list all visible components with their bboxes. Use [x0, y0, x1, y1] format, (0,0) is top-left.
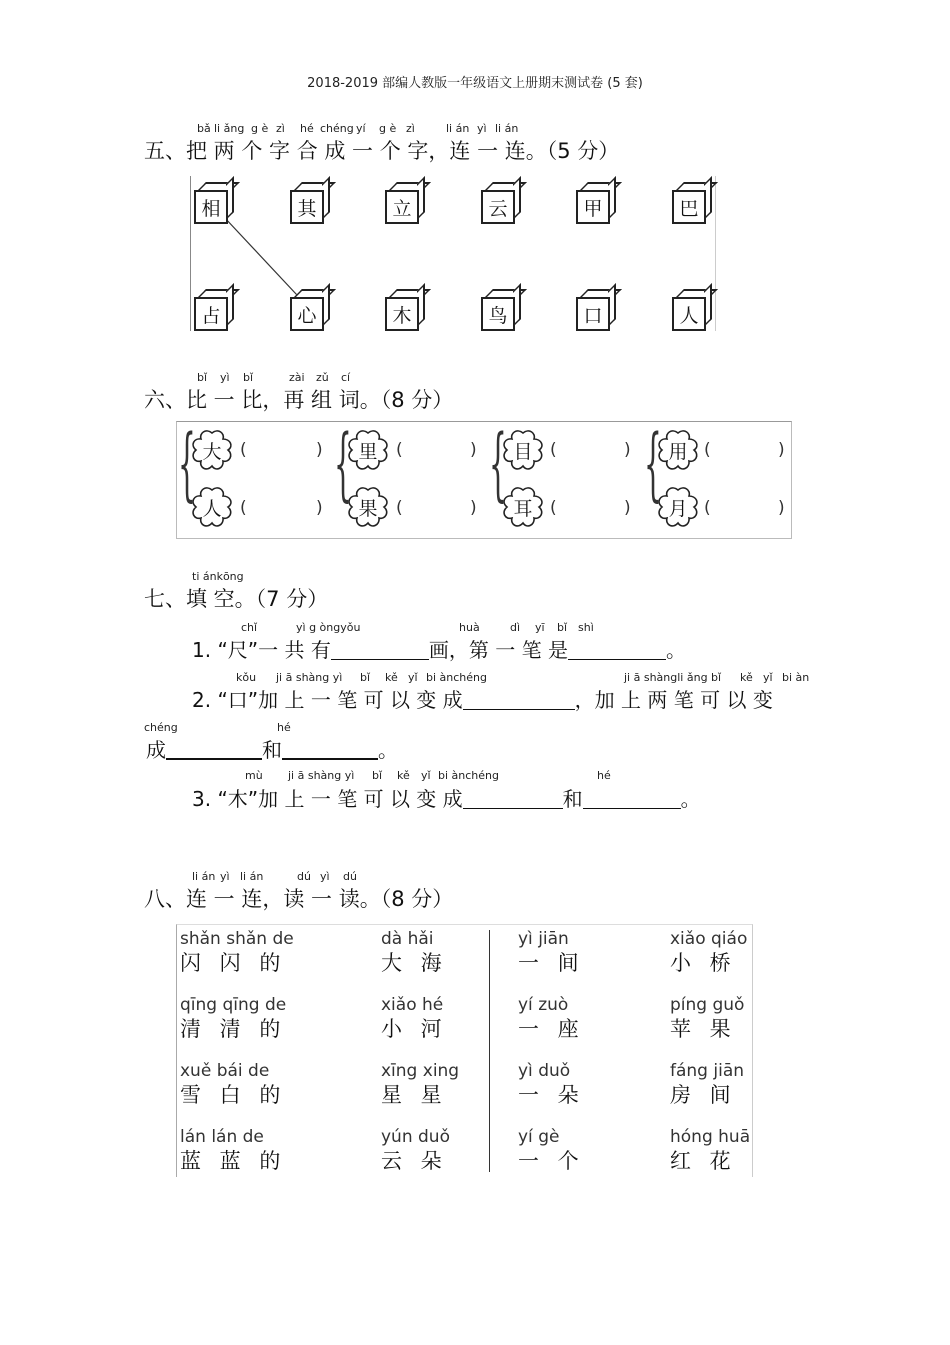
open-paren: (: [704, 498, 711, 518]
pinyin: dú: [343, 870, 357, 883]
brace-icon: {: [644, 417, 662, 510]
char-box[interactable]: 心: [290, 289, 330, 329]
close-paren: ): [778, 440, 785, 460]
page-header: 2018-2019 部编人教版一年级语文上册期末测试卷 (5 套): [307, 76, 643, 91]
pinyin: li án: [446, 122, 470, 135]
word-card[interactable]: lán lán de 蓝 蓝 的: [180, 1127, 287, 1173]
word-card[interactable]: xiǎo qiáo 小 桥: [670, 929, 748, 975]
word-card[interactable]: xiǎo hé 小 河: [381, 995, 448, 1041]
close-paren: ): [624, 440, 631, 460]
section-6-title: 六、比 一 比，再 组 词。（8 分）: [144, 388, 454, 412]
flower-icon: 用: [656, 428, 700, 472]
close-paren: ): [316, 498, 323, 518]
pinyin: hé: [300, 122, 314, 135]
column-divider: [489, 930, 490, 1172]
fill-line-2: 2. “口”加 上 一 笔 可 以 变 成 ，加 上 两 笔 可 以 变: [192, 688, 773, 712]
open-paren: (: [396, 440, 403, 460]
pinyin: zì: [406, 122, 415, 135]
open-paren: (: [240, 498, 247, 518]
pinyin: bǐ: [197, 371, 208, 384]
pinyin: ji ā shàngli ǎng bǐ: [624, 671, 722, 684]
close-paren: ): [624, 498, 631, 518]
pinyin: chǐ: [241, 621, 258, 634]
pinyin: li ǎng: [214, 122, 245, 135]
pinyin: hé: [277, 721, 291, 734]
word-card[interactable]: dà hǎi 大 海: [381, 929, 448, 975]
char-box[interactable]: 占: [194, 289, 234, 329]
flower-icon: 目: [501, 428, 545, 472]
char-box[interactable]: 相: [194, 182, 234, 222]
pinyin: bǐ: [557, 621, 568, 634]
pinyin: zǔ: [316, 371, 329, 384]
answer-blank[interactable]: [166, 738, 262, 760]
flower-icon: 月: [656, 485, 700, 529]
open-paren: (: [550, 440, 557, 460]
char-box[interactable]: 立: [385, 182, 425, 222]
pinyin: chéng: [144, 721, 178, 734]
close-paren: ): [778, 498, 785, 518]
char-box[interactable]: 鸟: [481, 289, 521, 329]
word-card[interactable]: xīng xing 星 星: [381, 1061, 460, 1107]
pinyin: g è: [379, 122, 397, 135]
pinyin: mù: [245, 769, 263, 782]
pinyin: kǒu: [236, 671, 257, 684]
pinyin: cí: [341, 371, 351, 384]
pinyin: li án: [240, 870, 264, 883]
pinyin: yǐ: [763, 671, 773, 684]
word-card[interactable]: yì duǒ 一 朵: [518, 1061, 585, 1107]
answer-blank[interactable]: [331, 639, 429, 660]
pinyin: dú: [297, 870, 311, 883]
word-card[interactable]: fáng jiān 房 间: [670, 1061, 745, 1107]
close-paren: ): [470, 440, 477, 460]
pinyin: dì: [510, 621, 521, 634]
pinyin: zì: [276, 122, 285, 135]
answer-blank[interactable]: [463, 788, 563, 809]
pinyin: g è: [251, 122, 269, 135]
char-box[interactable]: 木: [385, 289, 425, 329]
pinyin: kě: [397, 769, 410, 782]
pinyin: zài: [289, 371, 305, 384]
pinyin: bǐ: [372, 769, 383, 782]
pinyin: kě: [385, 671, 398, 684]
pinyin: yì: [477, 122, 487, 135]
flower-icon: 里: [346, 428, 390, 472]
pinyin: bi ànchéng: [426, 671, 487, 684]
char-box[interactable]: 口: [576, 289, 616, 329]
pinyin: bǎ: [197, 122, 211, 135]
connector-line: [0, 0, 950, 400]
answer-blank[interactable]: [568, 639, 666, 660]
flower-icon: 大: [190, 428, 234, 472]
char-box[interactable]: 人: [672, 289, 712, 329]
answer-blank[interactable]: [282, 738, 378, 760]
pinyin: chéng: [320, 122, 354, 135]
pinyin: bǐ: [243, 371, 254, 384]
char-box[interactable]: 甲: [576, 182, 616, 222]
char-box[interactable]: 其: [290, 182, 330, 222]
pinyin: yì g òngyǒu: [296, 621, 361, 634]
brace-icon: {: [178, 417, 196, 510]
pinyin: li án: [495, 122, 519, 135]
word-card[interactable]: qīng qīng de 清 清 的: [180, 995, 287, 1041]
fill-line-3: 成 和 。: [146, 738, 398, 762]
flower-icon: 人: [190, 485, 234, 529]
word-card[interactable]: yí gè 一 个: [518, 1127, 585, 1173]
pinyin: shì: [578, 621, 594, 634]
pinyin: huà: [459, 621, 480, 634]
pinyin: yí: [356, 122, 366, 135]
pinyin: bi àn: [782, 671, 810, 684]
flower-icon: 果: [346, 485, 390, 529]
brace-icon: {: [489, 417, 507, 510]
char-box[interactable]: 巴: [672, 182, 712, 222]
open-paren: (: [550, 498, 557, 518]
answer-blank[interactable]: [583, 788, 681, 809]
answer-blank[interactable]: [463, 689, 575, 710]
word-card[interactable]: hóng huā 红 花: [670, 1127, 751, 1173]
pinyin: yì: [220, 371, 230, 384]
pinyin: kě: [740, 671, 753, 684]
pinyin: yī: [535, 621, 545, 634]
word-card[interactable]: yí zuò 一 座: [518, 995, 585, 1041]
pinyin: yì: [320, 870, 330, 883]
brace-icon: {: [334, 417, 352, 510]
open-paren: (: [704, 440, 711, 460]
char-box[interactable]: 云: [481, 182, 521, 222]
word-card[interactable]: xuě bái de 雪 白 的: [180, 1061, 287, 1107]
open-paren: (: [396, 498, 403, 518]
word-card[interactable]: yún duǒ 云 朵: [381, 1127, 450, 1173]
pinyin: ji ā shàng yì: [288, 769, 355, 782]
word-card[interactable]: píng guǒ 苹 果: [670, 995, 745, 1041]
pinyin: ti ánkōng: [192, 570, 244, 583]
close-paren: ): [316, 440, 323, 460]
pinyin: bǐ: [360, 671, 371, 684]
pinyin: bi ànchéng: [438, 769, 499, 782]
word-card[interactable]: yì jiān 一 间: [518, 929, 585, 975]
fill-line-1: 1. “尺”一 共 有 画，第 一 笔 是 。: [192, 638, 686, 662]
fill-line-4: 3. “木”加 上 一 笔 可 以 变 成 和 。: [192, 787, 701, 811]
section-5-title: 五、把 两 个 字 合 成 一 个 字，连 一 连。（5 分）: [144, 139, 620, 163]
pinyin: yǐ: [408, 671, 418, 684]
pinyin: yǐ: [421, 769, 431, 782]
word-card[interactable]: shǎn shǎn de 闪 闪 的: [180, 929, 294, 975]
section-8-title: 八、连 一 连，读 一 读。（8 分）: [144, 887, 454, 911]
pinyin: yì: [220, 870, 230, 883]
section-7-title: 七、填 空。（7 分）: [144, 587, 329, 611]
pinyin: ji ā shàng yì: [276, 671, 343, 684]
open-paren: (: [240, 440, 247, 460]
pinyin: hé: [597, 769, 611, 782]
close-paren: ): [470, 498, 477, 518]
flower-icon: 耳: [501, 485, 545, 529]
pinyin: li án: [192, 870, 216, 883]
